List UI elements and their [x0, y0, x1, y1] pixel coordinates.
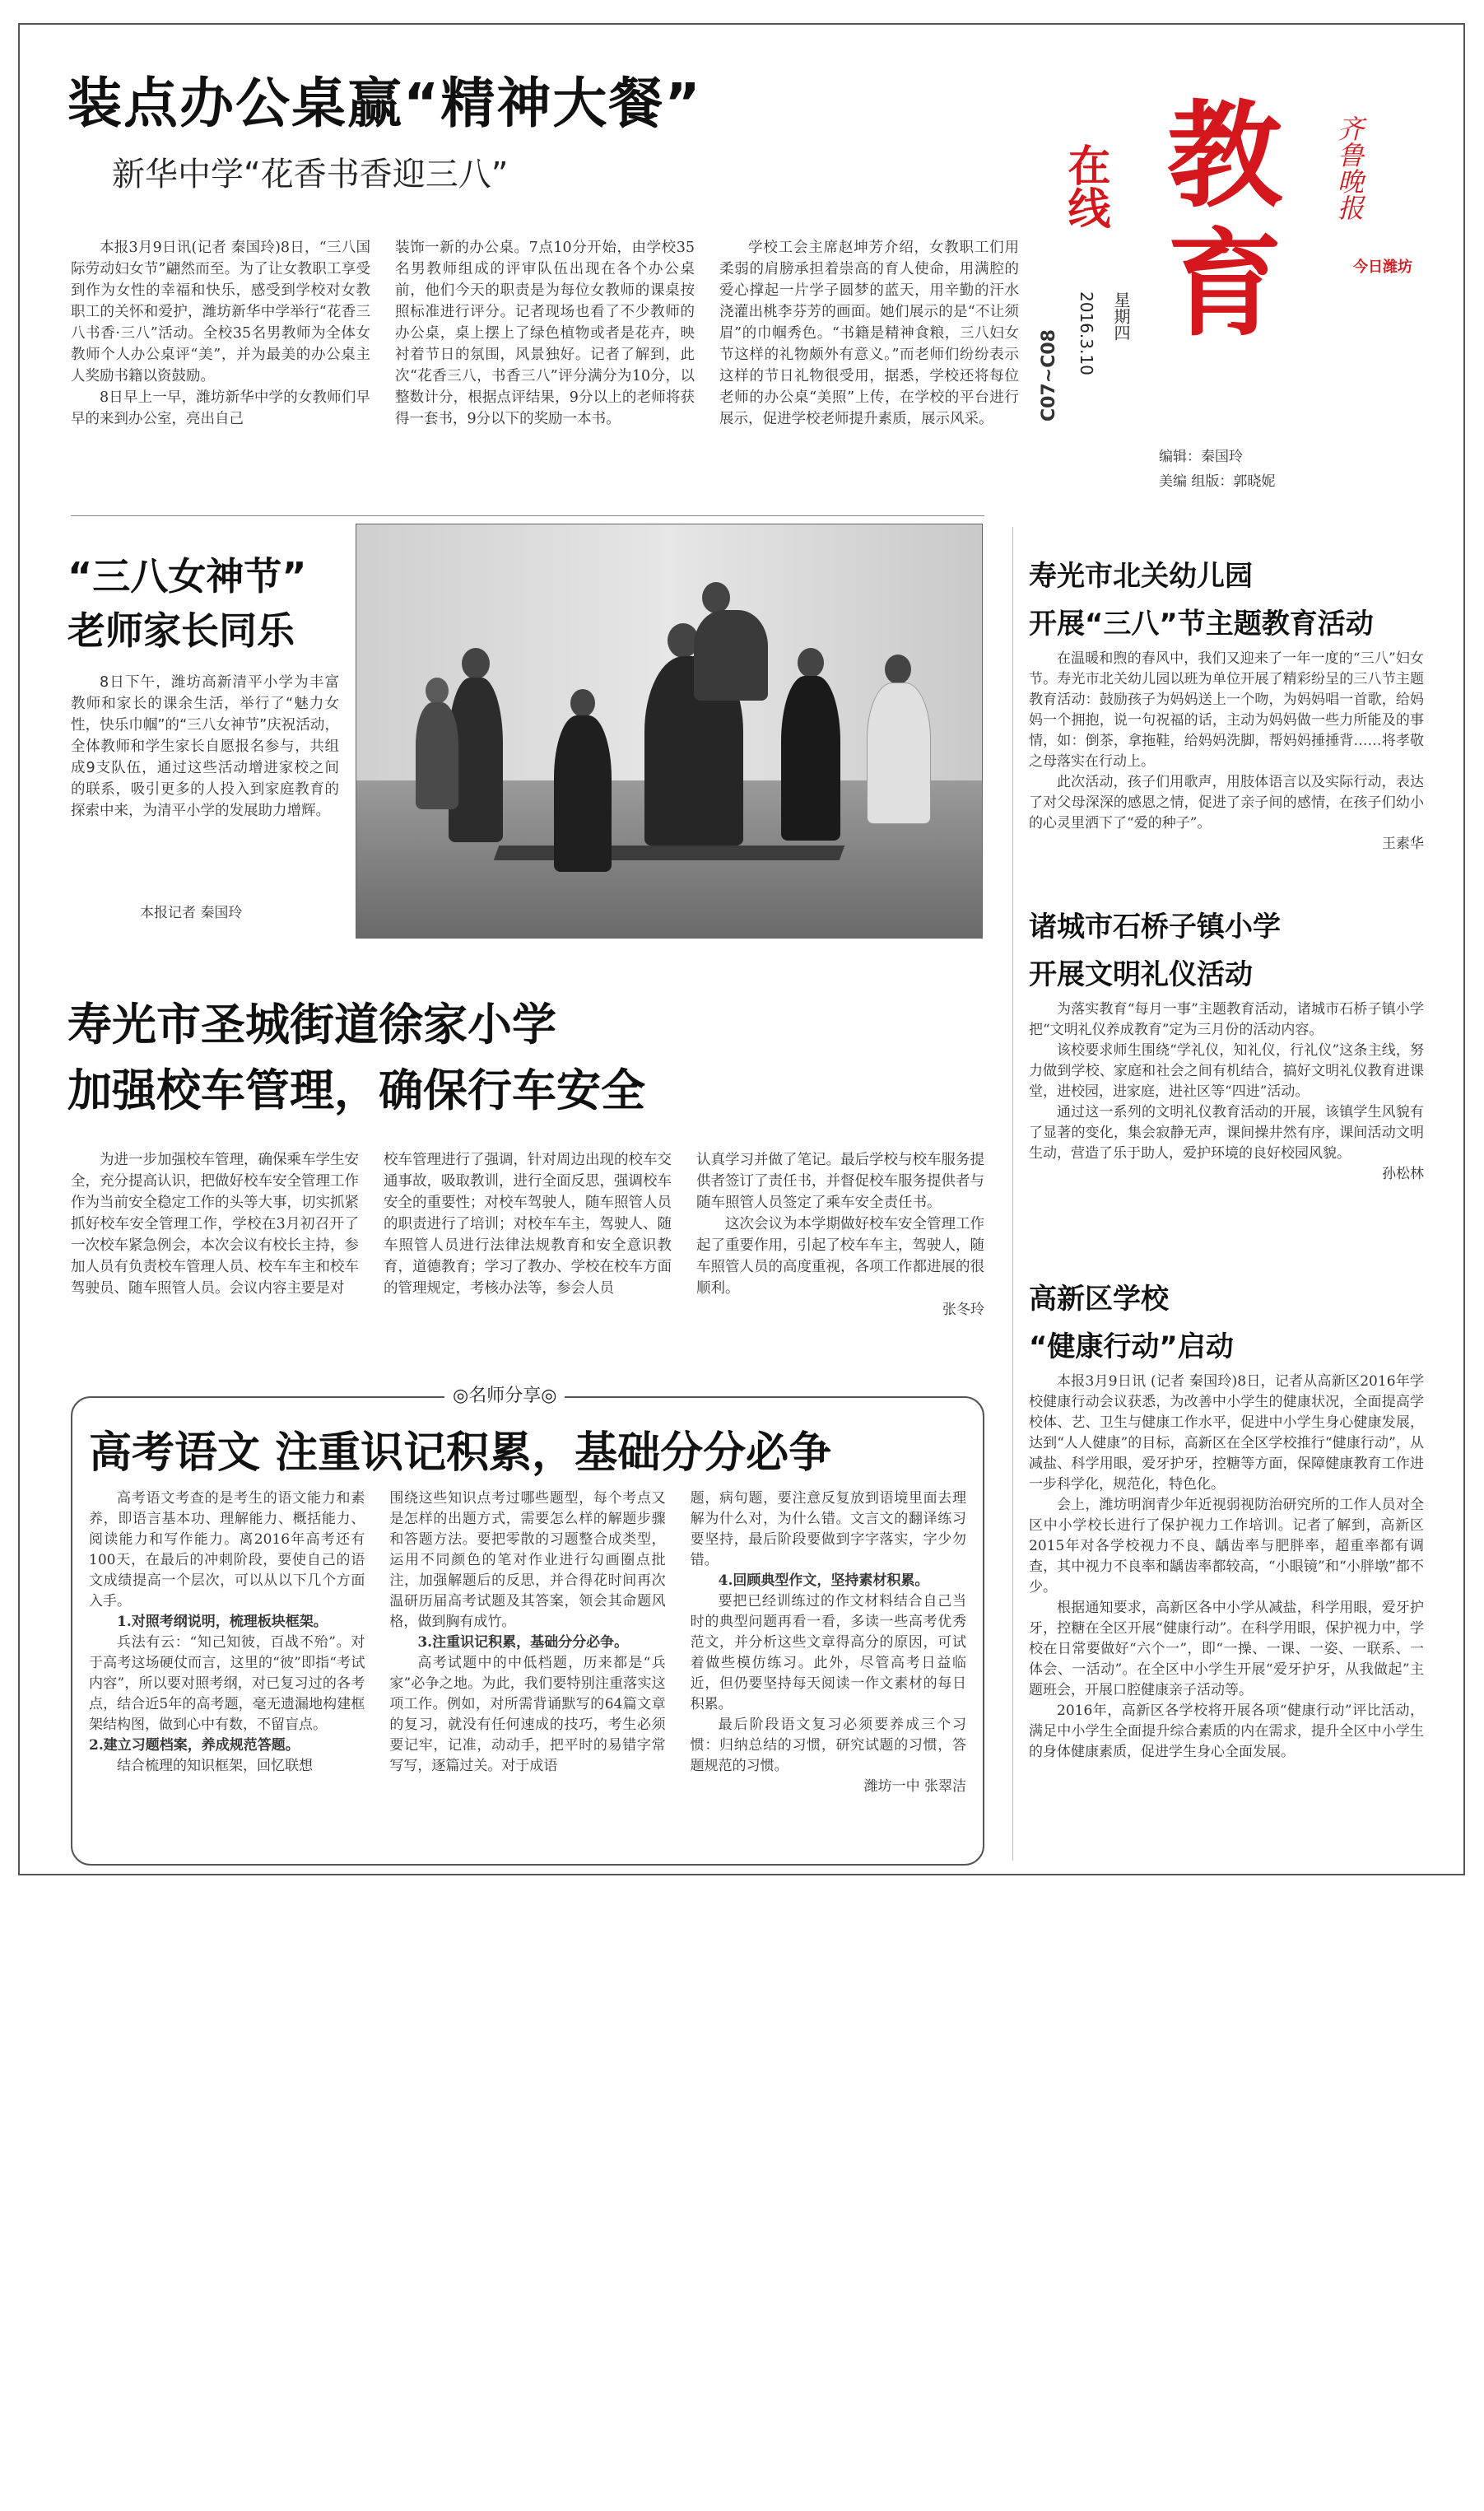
masthead [1039, 90, 1449, 494]
article7-p4: 2016年，高新区各学校将开展各项“健康行动”评比活动，满足中小学生全面提升综合素质的内在需求，提升全区中小学生的身体健康素质，促进学生身心全面发展。 [1029, 1703, 1424, 1760]
article3-col1-p1: 为进一步加强校车管理，确保乘车学生安全，充分提高认识，把做好校车安全管理工作作为当前安全稳定工作的头等大事，切实抓紧抓好校车安全管理工作，学校在3月初召开了一次校车紧急例会，本次会议有校长主持，参加人员有负责校车管理人员、校车车主和校车驾驶员、随车照管人员。会议内容主要是对 [71, 1152, 359, 1297]
article6-credit: 孙松林 [1382, 1166, 1424, 1182]
article6-p1: 为落实教育“每月一事”主题教育活动，诸城市石桥子镇小学把“文明礼仪养成教育”定为三月份的活动内容。 [1029, 1001, 1424, 1038]
article5-headline-line1: 寿光市北关幼儿园 [1029, 560, 1253, 593]
masthead-weekday: 星期四 [1111, 291, 1131, 341]
right-column-divider [1012, 527, 1013, 1861]
masthead-designer: 美编 组版：郭晓妮 [1159, 473, 1276, 490]
article4-col2 [389, 1488, 665, 1859]
article7-p3: 根据通知要求，高新区各中小学从减盐，科学用眼，爱牙护牙，控糖在全区开展“健康行动”。在科学用眼，保护视力中，学校在日常要做好“六个一”，即“一操、一课、一姿、一联系、一体会、一活动”。在全区中小学生开展“爱牙护牙，从我做起”主题班会，开展口腔健康亲子活动等。 [1029, 1600, 1424, 1698]
article7-headline-line2: “健康行动”启动 [1029, 1330, 1234, 1363]
masthead-brand-calligraphy: 齐鲁晚报 [1333, 115, 1365, 221]
article4-col1-p2: 兵法有云：“知己知彼，百战不殆”。对于高考这场硬仗而言，这里的“彼”即指“考试内容”，所以要对照考纲，对已复习过的各考点，结合近5年的高考题，毫无遗漏地构建框架结构图，做到心中有数，不留盲点。 [89, 1634, 365, 1733]
article3-col3-p2: 这次会议为本学期做好校车安全管理工作起了重要作用，引起了校车车主，驾驶人，随车照管人员的高度重视，各项工作都进展的很顺利。 [696, 1216, 984, 1297]
article1-col2-p1: 装饰一新的办公桌。7点10分开始，由学校35名男教师组成的评审队伍出现在各个办公桌前，他们今天的职责是为每位女教师的课桌按照标准进行评分。记者现场也看了不少教师的办公桌，桌上摆上了绿色植物或者是花卉，映衬着节日的氛围，风景独好。记者了解到，此次“花香三八，书香三八”评分满分为10分，以整数计分，根据点评结果，9分以上的老师将获得一套书，9分以下的奖励一本书。 [395, 240, 695, 427]
article6-p3: 通过这一系列的文明礼仪教育活动的开展，该镇学生风貌有了显著的变化，集会寂静无声，课间操井然有序，课间活动文明生动，营造了乐于助人，爱护环境的良好校园风貌。 [1029, 1104, 1424, 1162]
article6-body [1029, 999, 1424, 1185]
article4-credit: 潍坊一中 张翠洁 [863, 1778, 966, 1795]
article2-headline-line1: “三八女神节” [67, 554, 307, 599]
article4-col2-p2: 高考试题中的中低档题，历来都是“兵家”必争之地。为此，我们要特别注重落实这项工作。例如，对所需背诵默写的64篇文章的复习，就没有任何速成的技巧，考生必须要记牢，记准，动动手，把平时的易错字常写写，逐篇过关。对于成语 [389, 1655, 666, 1774]
masthead-online: 在线 [1060, 143, 1110, 229]
article3-headline-line1: 寿光市圣城街道徐家小学 [67, 999, 556, 1051]
article1-col3 [719, 237, 1019, 501]
article1-col2 [395, 237, 695, 501]
article1-col1-p1: 本报3月9日讯(记者 秦国玲)8日，“三八国际劳动妇女节”翩然而至。为了让女教职工享受到作为女性的幸福和快乐，感受到学校对女教职工的关怀和爱护，潍坊新华中学举行“花香三八书香·三八”活动。全校35名男教师为全体女教师个人办公桌评“美”，并为最美的办公桌主人奖励书籍以资鼓励。 [71, 240, 370, 384]
article1-col3-p1: 学校工会主席赵坤芳介绍，女教职工们用柔弱的肩膀承担着崇高的育人使命，用满腔的爱心撑起一片学子圆梦的蓝天，用辛勤的汗水浇灌出桃李芬芳的画面。她们展示的是“不让须眉”的巾帼秀色。“书籍是精神食粮，三八妇女节这样的礼物颇外有意义。”而老师们纷纷表示这样的节日礼物很受用，据悉，学校还将每位老师的办公桌“美照”上传，在学校的平台进行展示，促进学校老师提升素质，展示风采。 [719, 240, 1019, 427]
masthead-word-jiao: 教 [1167, 90, 1283, 224]
article2-headline-line2: 老师家长同乐 [67, 608, 295, 653]
article4-col3-p3: 最后阶段语文复习必须要养成三个习惯：归纳总结的习惯，研究试题的习惯，答题规范的习惯。 [690, 1717, 966, 1774]
article3-body [71, 1149, 984, 1355]
article5-credit: 王素华 [1382, 836, 1424, 852]
article1-col1-p2: 8日早上一早，潍坊新华中学的女教师们早早的来到办公室，亮出自己 [71, 389, 370, 427]
article4-headline: 高考语文 注重识记积累，基础分分必争 [89, 1428, 832, 1478]
article6-headline-line2: 开展文明礼仪活动 [1029, 958, 1253, 991]
article4-col3-p2: 要把已经训练过的作文材料结合自己当时的典型问题再看一看，多读一些高考优秀范文，并分析这些文章得高分的原因，可试着做些模仿练习。此外，尽管高考日益临近，但仍要坚持每天阅读一作文素材的每日积累。 [690, 1593, 966, 1712]
article3-headline-line2: 加强校车管理，确保行车安全 [67, 1064, 645, 1116]
article7-body [1029, 1372, 1424, 1763]
rule-under-article1 [71, 515, 984, 516]
article4-col1-p3: 结合梳理的知识框架，回忆联想 [117, 1758, 313, 1774]
article4-col3-p1: 题，病句题，要注意反复放到语境里面去理解为什么对，为什么错。文言文的翻译练习要坚持，最后阶段要做到字字落实，字少勿错。 [690, 1490, 966, 1568]
article2-body: 8日下午，潍坊高新清平小学为丰富教师和家长的课余生活，举行了“魅力女性，快乐巾帼”的“三八女神节”庆祝活动，全体教师和学生家长自愿报名参与，共组成9支队伍，通过这些活动增进家校之间的联系，吸引更多的人投入到家庭教育的探索中来，为清平小学的发展助力增辉。 [71, 674, 339, 819]
article4-col3 [691, 1488, 966, 1859]
article4-col2-h1: 3.注重识记积累，基础分分必争。 [417, 1634, 629, 1651]
article5-p2: 此次活动，孩子们用歌声，用肢体语言以及实际行动，表达了对父母深深的感恩之情，促进了亲子间的感情，在孩子们幼小的心灵里洒下了“爱的种子”。 [1029, 774, 1424, 832]
article4-col1-h2: 2.建立习题档案，养成规范答题。 [89, 1737, 300, 1754]
article4-col3-h1: 4.回顾典型作文，坚持素材积累。 [718, 1572, 929, 1589]
article1-subhead: 新华中学“花香书香迎三八” [112, 156, 509, 193]
article5-body [1029, 649, 1424, 855]
article3-col3-p1: 认真学习并做了笔记。最后学校与校车服务提供者签订了责任书，并督促校车服务提供者与随车照管人员签定了乘车安全责任书。 [696, 1152, 984, 1211]
article3-col3 [696, 1149, 984, 1355]
article4-col1-h1: 1.对照考纲说明，梳理板块框架。 [117, 1614, 328, 1630]
article7-p1: 本报3月9日讯 (记者 秦国玲)8日，记者从高新区2016年学校健康行动会议获悉，为改善中小学生的健康状况，全面提高学校体、艺、卫生与健康工作水平，促进中小学生身心健康发展，达到“人人健康”的目标，高新区在全区学校推行“健康行动”，从减盐、科学用眼，爱牙护牙，控糖等方面，保障健康教育工作进一步科学化，规范化，特色化。 [1029, 1373, 1424, 1493]
article3-col2 [384, 1149, 672, 1355]
article3-credit: 张冬玲 [942, 1302, 984, 1318]
article6-p2: 该校要求师生围绕“学礼仪，知礼仪，行礼仪”这条主线，努力做到学校、家庭和社会之间有机结合，搞好文明礼仪教育进课堂，进校园，进家庭，进社区等“四进”活动。 [1029, 1042, 1424, 1100]
article3-col1 [71, 1149, 359, 1355]
masthead-word-yu: 育 [1167, 218, 1283, 352]
article4-tag: ◎名师分享◎ [444, 1381, 565, 1407]
article6-headline-line1: 诸城市石桥子镇小学 [1029, 911, 1281, 943]
article2-credit: 本报记者 秦国玲 [140, 905, 243, 921]
masthead-date: 2016.3.10 [1077, 291, 1096, 375]
article5-p1: 在温暖和煦的春风中，我们又迎来了一年一度的“三八”妇女节。寿光市北关幼儿园以班为单位开展了精彩纷呈的三八节主题教育活动：鼓励孩子为妈妈送上一个吻，为妈妈唱一首歌，给妈妈一个拥抱，说一句祝福的话，主动为妈妈做一些力所能及的事情，如：倒茶，拿拖鞋，给妈妈洗脚，帮妈妈捶捶背……将孝敬之母落实在行动上。 [1029, 650, 1424, 770]
article1-body [71, 237, 1019, 501]
article4-col2-p1: 围绕这些知识点考过哪些题型，每个考点又是怎样的出题方式，需要怎么样的解题步骤和答题方法。要把零散的习题整合成类型，运用不同颜色的笔对作业进行勾画圈点批注，加强解题后的反思，并合得花时间再次温研历届高考试题及其答案，领会其命题风格，做到胸有成竹。 [389, 1490, 666, 1630]
article1-col1 [71, 237, 370, 501]
article4-col1-p1: 高考语文考查的是考生的语文能力和素养，即语言基本功、理解能力、概括能力、阅读能力和写作能力。离2016年高考还有100天，在最后的冲刺阶段，要使自己的语文成绩提高一个层次，可以从以下几个方面入手。 [89, 1490, 365, 1610]
event-photo [356, 524, 983, 939]
article3-col2-p1: 校车管理进行了强调，针对周边出现的校车交通事故，吸取教训，进行全面反思，强调校车安全的重要性；对校车驾驶人，随车照管人员的职责进行了培训；对校车车主，驾驶人、随车照管人员进行法律法规教育和安全意识教育，道德教育；学习了教办、学校在校车方面的管理规定，考核办法等，参会人员 [384, 1152, 672, 1297]
article4-col1 [89, 1488, 365, 1859]
article5-headline-line2: 开展“三八”节主题教育活动 [1029, 608, 1374, 641]
article4-body [89, 1488, 966, 1859]
article1-headline: 装点办公桌赢“精神大餐” [67, 72, 702, 135]
article7-headline-line1: 高新区学校 [1029, 1283, 1169, 1316]
section-code: C07~C08 [1039, 329, 1059, 422]
masthead-editor: 编辑：秦国玲 [1159, 449, 1243, 465]
masthead-brand-city: 今日潍坊 [1353, 259, 1412, 276]
article7-p2: 会上，潍坊明润青少年近视弱视防治研究所的工作人员对全区中小学校长进行了保护视力工作培训。记者了解到，高新区2015年对各学校视力不良、龋齿率与肥胖率，超重率都有调查，其中视力不良率和龋齿率都较高，“小眼镜”和“小胖墩”都不少。 [1029, 1497, 1424, 1596]
